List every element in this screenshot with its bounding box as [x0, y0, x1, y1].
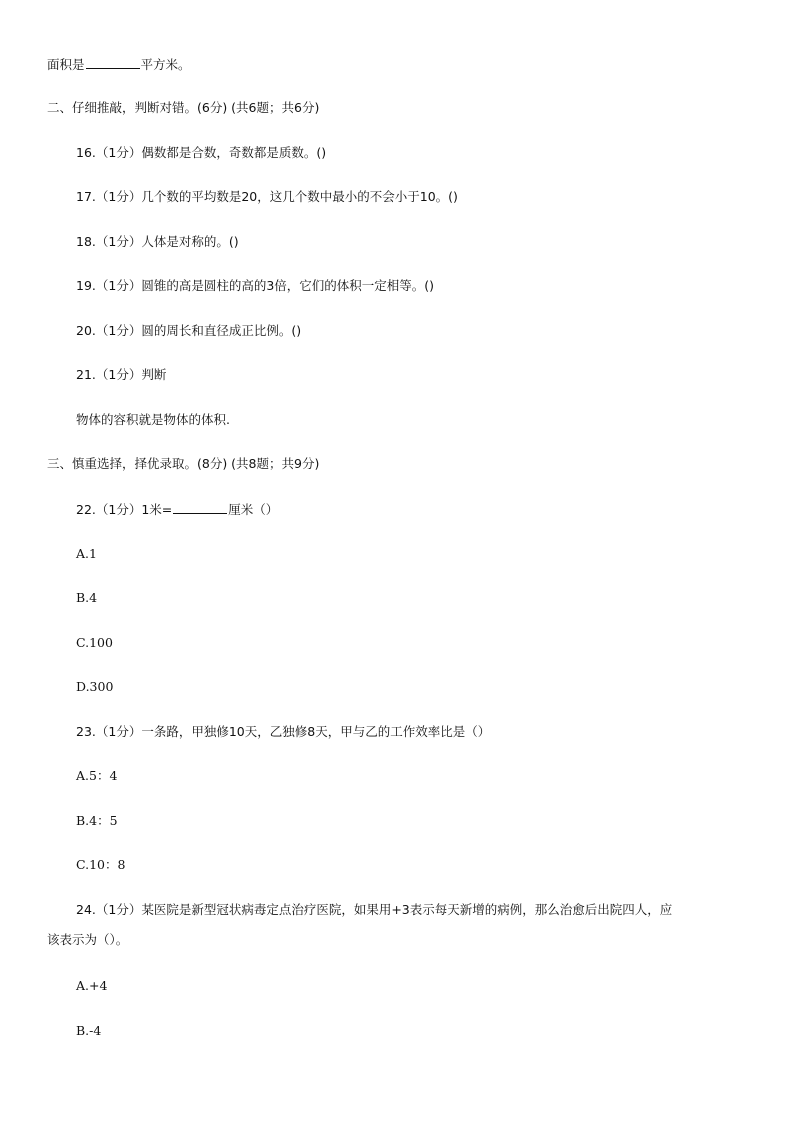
question-22 [76, 501, 278, 518]
question-24-option-b[interactable]: B.-4 [76, 1023, 102, 1038]
question-22-option-a[interactable]: A.1 [76, 546, 97, 561]
section-2-heading: 二、仔细推敲，判断对错。(6分) (共6题；共6分) [47, 100, 320, 115]
question-22-prefix: 22.（1分）1米= [76, 502, 173, 517]
question-24-line-1: 24.（1分）某医院是新型冠状病毒定点治疗医院，如果用+3表示每天新增的病例，那么治愈后出院四人，应 [76, 902, 673, 917]
answer-blank[interactable] [86, 56, 140, 69]
area-line-prefix: 面积是 [47, 57, 85, 72]
question-22-suffix: 厘米（） [228, 502, 279, 517]
question-23-option-b[interactable]: B.4：5 [76, 813, 118, 828]
question-23-option-a[interactable]: A.5：4 [76, 768, 118, 783]
question-18: 18.（1分）人体是对称的。() [76, 234, 239, 249]
question-24-option-a[interactable]: A.+4 [76, 978, 108, 993]
question-22-option-b[interactable]: B.4 [76, 590, 98, 605]
question-19: 19.（1分）圆锥的高是圆柱的高的3倍，它们的体积一定相等。() [76, 278, 435, 293]
area-answer-line [47, 56, 191, 73]
question-22-option-d[interactable]: D.300 [76, 679, 114, 694]
area-line-suffix: 平方米。 [140, 57, 191, 72]
question-23: 23.（1分）一条路，甲独修10天，乙独修8天，甲与乙的工作效率比是（） [76, 724, 491, 739]
question-24-line-2: 该表示为（）。 [47, 932, 129, 947]
question-22-option-c[interactable]: C.100 [76, 635, 113, 650]
question-23-option-c[interactable]: C.10：8 [76, 857, 126, 872]
question-21: 21.（1分）判断 [76, 367, 167, 382]
answer-blank[interactable] [173, 501, 227, 514]
question-21-detail: 物体的容积就是物体的体积. [76, 412, 230, 427]
question-17: 17.（1分）几个数的平均数是20，这几个数中最小的不会小于10。() [76, 189, 458, 204]
question-16: 16.（1分）偶数都是合数，奇数都是质数。() [76, 145, 327, 160]
question-20: 20.（1分）圆的周长和直径成正比例。() [76, 323, 302, 338]
section-3-heading: 三、慎重选择，择优录取。(8分) (共8题；共9分) [47, 456, 320, 471]
